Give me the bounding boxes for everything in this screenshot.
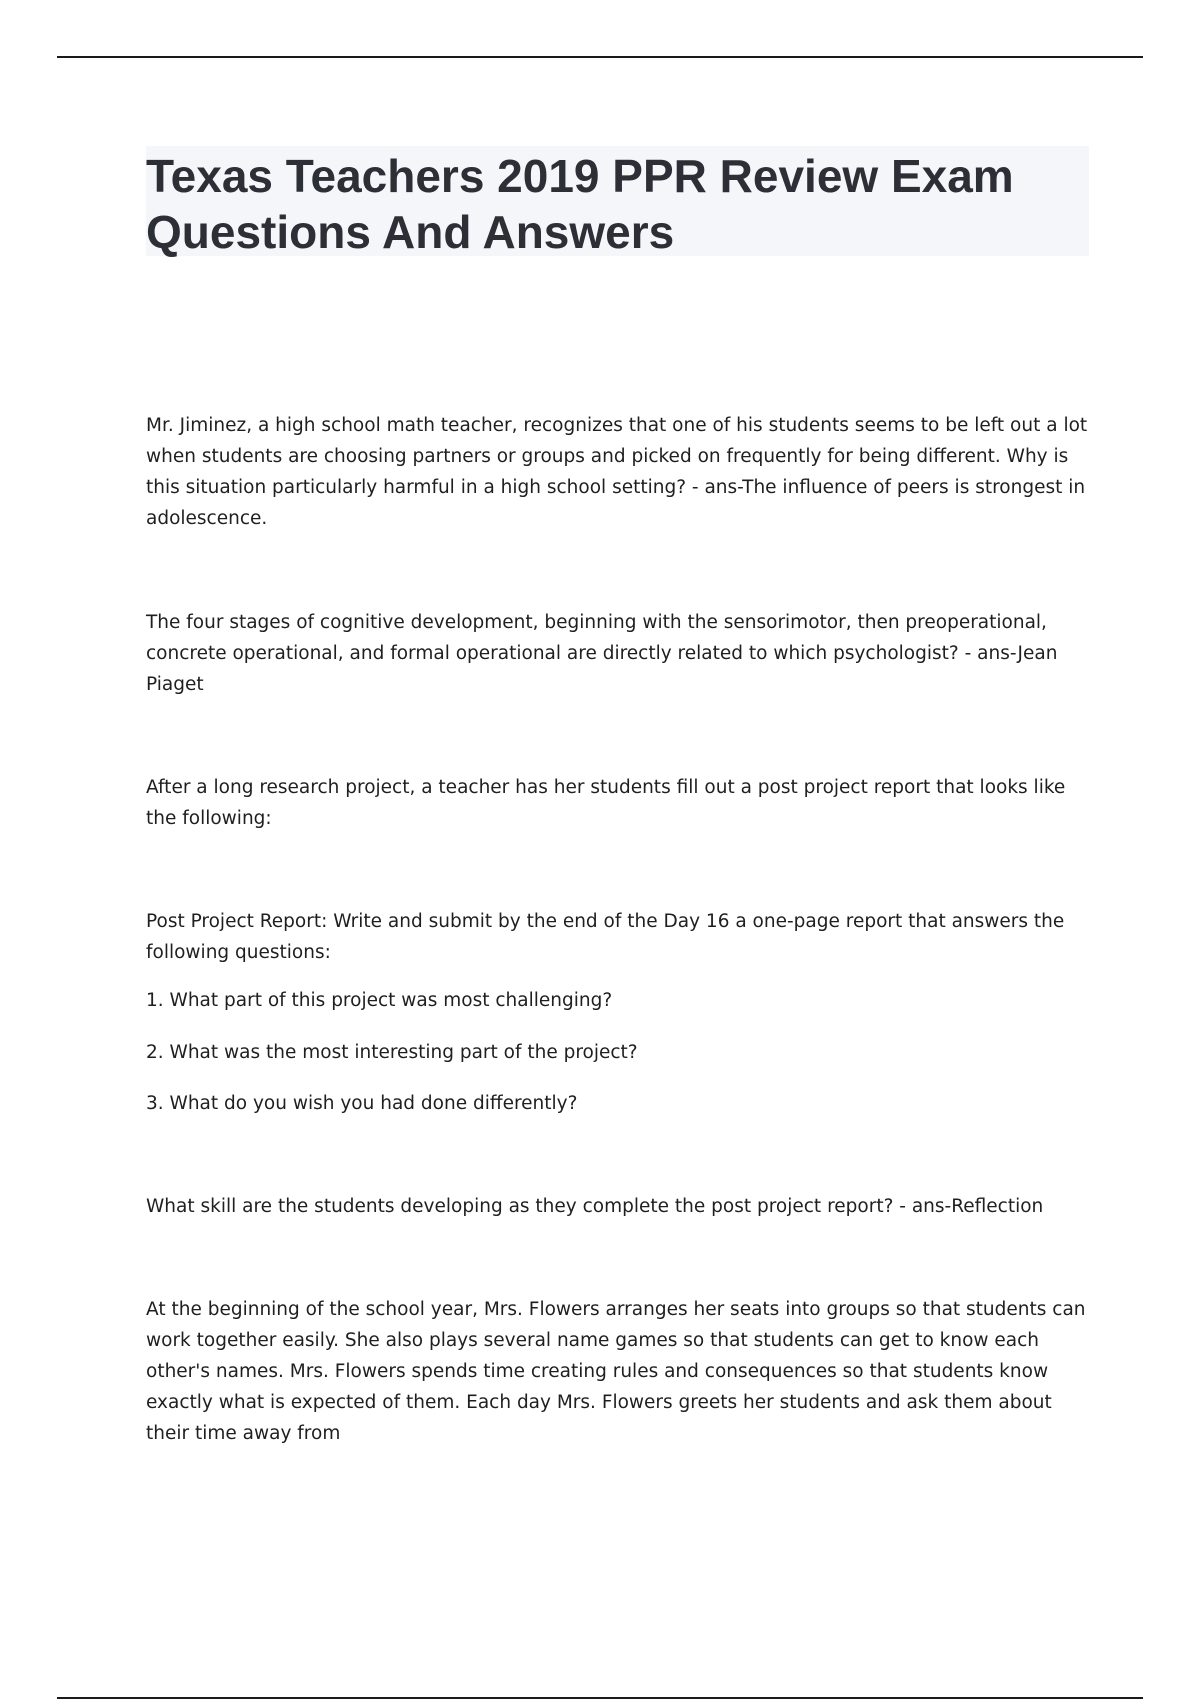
document-title: Texas Teachers 2019 PPR Review Exam Questions And Answers	[146, 150, 1014, 258]
report-instructions: Post Project Report: Write and submit by the end of the Day 16 a one-page report that answers the following questions:	[146, 911, 1065, 963]
list-item: 2. What was the most interesting part of the project?	[146, 1042, 638, 1063]
question-paragraph: What skill are the students developing as they complete the post project report? - ans-Reflection	[146, 1196, 1044, 1217]
list-item: 1. What part of this project was most challenging?	[146, 990, 613, 1011]
question-paragraph: At the beginning of the school year, Mrs. Flowers arranges her seats into groups so that students can work together easily. She also plays several name games so that students can get to know each other's names. Mrs. Flowers spends time creating rules and consequences so that students know exactly what is expected of them. Each day Mrs. Flowers greets her students and ask them about their time away from	[146, 1299, 1086, 1444]
list-item: 3. What do you wish you had done differently?	[146, 1093, 578, 1114]
question-paragraph: After a long research project, a teacher has her students fill out a post project report that looks like the following:	[146, 777, 1066, 829]
top-divider	[57, 56, 1143, 58]
bottom-divider	[57, 1697, 1143, 1699]
question-paragraph: Mr. Jiminez, a high school math teacher, recognizes that one of his students seems to be left out a lot when students are choosing partners or groups and picked on frequently for being different. Why is this situation particularly harmful in a high school setting? - ans-The influence of peers is strongest in adolescence.	[146, 415, 1088, 529]
title-banner	[146, 146, 1089, 256]
question-paragraph: The four stages of cognitive development, beginning with the sensorimotor, then preoperational, concrete operational, and formal operational are directly related to which psychologist? - ans-Jean Piaget	[146, 612, 1058, 695]
